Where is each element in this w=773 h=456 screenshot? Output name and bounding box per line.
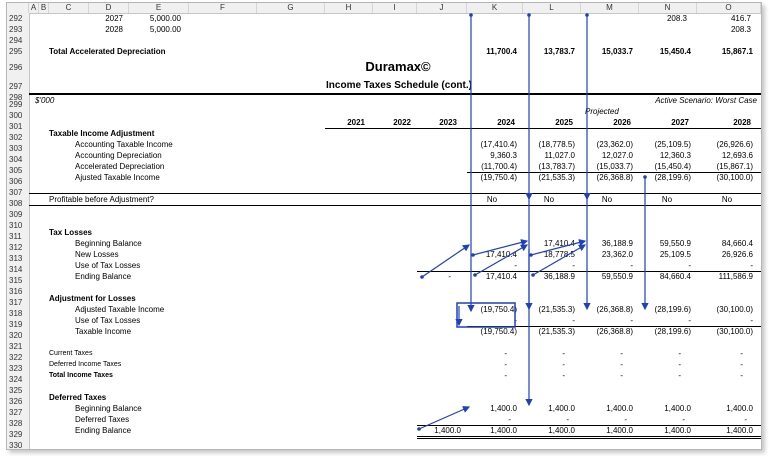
cell-value[interactable]: (21,535.3): [538, 173, 575, 182]
cell-value[interactable]: -: [620, 349, 623, 358]
row-number[interactable]: 322: [9, 353, 23, 362]
row-number[interactable]: 307: [9, 188, 23, 197]
row-number[interactable]: 301: [9, 122, 23, 131]
cell-value[interactable]: 15,867.1: [721, 47, 753, 56]
row-number[interactable]: 319: [9, 320, 23, 329]
cell-value[interactable]: -: [740, 371, 743, 380]
row-number[interactable]: 314: [9, 265, 23, 274]
row-number[interactable]: 303: [9, 144, 23, 153]
cell-value[interactable]: No: [661, 195, 673, 204]
cell-value[interactable]: -: [740, 349, 743, 358]
row-label[interactable]: Use of Tax Losses: [75, 261, 141, 270]
row-label[interactable]: Accelerated Depreciation: [75, 162, 165, 171]
cell-value[interactable]: -: [508, 415, 511, 424]
cell-value[interactable]: (28,199.6): [654, 327, 691, 336]
row-number[interactable]: 300: [9, 111, 23, 120]
cell-value[interactable]: (19,750.4): [480, 173, 517, 182]
cell-value[interactable]: No: [543, 195, 555, 204]
cell-value[interactable]: (26,368.8): [596, 305, 633, 314]
year-header[interactable]: 2026: [613, 118, 631, 127]
col-header-i[interactable]: I: [373, 3, 417, 13]
cell-value[interactable]: 59,550.9: [601, 272, 633, 281]
row-label[interactable]: Deferred Taxes: [75, 415, 130, 424]
col-header-f[interactable]: F: [189, 3, 257, 13]
col-header-l[interactable]: L: [523, 3, 581, 13]
cell-value[interactable]: 17,410.4: [485, 250, 517, 259]
cell-value[interactable]: -: [572, 316, 575, 325]
cell-value[interactable]: -: [630, 316, 633, 325]
cell-value[interactable]: (15,033.7): [596, 162, 633, 171]
cell-value[interactable]: -: [688, 316, 691, 325]
row-label[interactable]: Taxable Income: [75, 327, 132, 336]
cell-value[interactable]: -: [620, 371, 623, 380]
row-number[interactable]: 295: [9, 47, 23, 56]
section-tax-losses[interactable]: Tax Losses: [49, 228, 92, 237]
row-label[interactable]: Ending Balance: [75, 426, 132, 435]
cell-value[interactable]: 1,400.0: [606, 426, 633, 435]
cell-value[interactable]: 15,033.7: [601, 47, 633, 56]
row-number[interactable]: 296: [9, 63, 23, 72]
cell-value[interactable]: (30,100.0): [716, 173, 753, 182]
cell-value[interactable]: (26,368.8): [596, 173, 633, 182]
cell-value[interactable]: (19,750.4): [480, 327, 517, 336]
profitable-bottom-border: [29, 205, 761, 206]
cell-value[interactable]: -: [514, 261, 517, 270]
section-adjustment-for-losses[interactable]: Adjustment for Losses: [49, 294, 136, 303]
cell-value[interactable]: (28,199.6): [654, 173, 691, 182]
cell-value[interactable]: -: [744, 415, 747, 424]
year-header[interactable]: 2025: [555, 118, 573, 127]
row-number[interactable]: 299: [9, 100, 23, 109]
row-number[interactable]: 329: [9, 430, 23, 439]
cell-value[interactable]: -: [448, 272, 451, 281]
col-header-a[interactable]: A: [29, 3, 39, 13]
year-header[interactable]: 2027: [671, 118, 689, 127]
cell-value[interactable]: 11,027.0: [544, 151, 575, 160]
col-header-e[interactable]: E: [129, 3, 189, 13]
cell-value[interactable]: -: [514, 316, 517, 325]
profitable-label[interactable]: Profitable before Adjustment?: [49, 195, 154, 204]
col-header-b[interactable]: B: [39, 3, 49, 13]
row-label[interactable]: Beginning Balance: [75, 239, 142, 248]
cell-value[interactable]: (30,100.0): [716, 305, 753, 314]
cell-value[interactable]: (13,783.7): [538, 162, 575, 171]
row-number[interactable]: 324: [9, 375, 23, 384]
cell-value[interactable]: 12,027.0: [601, 151, 633, 160]
cell-value[interactable]: -: [624, 415, 627, 424]
cell-value[interactable]: (21,535.3): [538, 327, 575, 336]
cell-value[interactable]: (28,199.6): [654, 305, 691, 314]
col-header-j[interactable]: J: [417, 3, 467, 13]
year-header[interactable]: 2021: [347, 118, 365, 127]
cell-amount[interactable]: 5,000.00: [149, 25, 181, 34]
row-number[interactable]: 305: [9, 166, 23, 175]
row-number[interactable]: 328: [9, 419, 23, 428]
col-header-k[interactable]: K: [467, 3, 523, 13]
units-label[interactable]: $'000: [35, 96, 55, 105]
cell-value[interactable]: 9,360.3: [490, 151, 517, 160]
cell-value[interactable]: -: [678, 349, 681, 358]
row-number[interactable]: 298: [9, 93, 23, 102]
cell-value[interactable]: -: [572, 261, 575, 270]
cell-value[interactable]: (21,535.3): [538, 305, 575, 314]
col-header-g[interactable]: G: [257, 3, 325, 13]
cell-value[interactable]: 17,410.4: [543, 239, 575, 248]
cell-value[interactable]: -: [678, 371, 681, 380]
row-number[interactable]: 321: [9, 342, 23, 351]
spreadsheet: [6, 2, 762, 450]
cell-value[interactable]: -: [504, 371, 507, 380]
page-title: Duramax©: [365, 59, 431, 74]
cell-value[interactable]: 36,188.9: [543, 272, 575, 281]
select-all-corner[interactable]: [7, 3, 29, 13]
cell-value[interactable]: -: [562, 371, 565, 380]
cell-value[interactable]: 416.7: [730, 14, 751, 23]
row-number[interactable]: 327: [9, 408, 23, 417]
cell-amount[interactable]: 5,000.00: [149, 14, 181, 23]
row-label[interactable]: Ending Balance: [75, 272, 132, 281]
cell-value[interactable]: No: [601, 195, 613, 204]
cell-value[interactable]: 208.3: [730, 25, 751, 34]
row-number[interactable]: 297: [9, 82, 23, 91]
cell-value[interactable]: 59,550.9: [659, 239, 691, 248]
row-label[interactable]: New Losses: [75, 250, 119, 259]
cell-value[interactable]: 1,400.0: [434, 426, 461, 435]
row-number[interactable]: 311: [9, 232, 22, 241]
cell-value[interactable]: (26,926.6): [716, 140, 753, 149]
col-header-h[interactable]: H: [325, 3, 373, 13]
cell-value[interactable]: 1,400.0: [726, 426, 753, 435]
cell-value[interactable]: (26,368.8): [596, 327, 633, 336]
cell-value[interactable]: 111,586.9: [718, 272, 753, 281]
row-number[interactable]: 294: [9, 36, 23, 45]
cell-value[interactable]: (18,778.5): [538, 140, 575, 149]
cell-value[interactable]: 25,109.5: [659, 250, 691, 259]
row-number[interactable]: 312: [9, 243, 23, 252]
row-number[interactable]: 320: [9, 331, 23, 340]
col-header-c[interactable]: C: [49, 3, 89, 13]
row-label[interactable]: Beginning Balance: [75, 404, 142, 413]
row-number[interactable]: 330: [9, 441, 23, 450]
row-number[interactable]: 293: [9, 25, 23, 34]
cell-value[interactable]: 1,400.0: [548, 404, 575, 413]
cell-value[interactable]: 11,700.4: [486, 47, 517, 56]
cell-value[interactable]: (11,700.4): [481, 162, 517, 171]
row-number[interactable]: 310: [9, 221, 23, 230]
year-header[interactable]: 2028: [733, 118, 751, 127]
cell-value[interactable]: (15,450.4): [654, 162, 691, 171]
cell-value[interactable]: 1,400.0: [606, 404, 633, 413]
cell-value[interactable]: -: [566, 415, 569, 424]
row-number[interactable]: 323: [9, 364, 23, 373]
cell-year[interactable]: 2027: [105, 14, 123, 23]
row-number[interactable]: 318: [9, 309, 23, 318]
cell-value[interactable]: 1,400.0: [490, 404, 517, 413]
cell-value[interactable]: -: [504, 349, 507, 358]
row-number[interactable]: 309: [9, 210, 23, 219]
cell-value[interactable]: 26,926.6: [721, 250, 753, 259]
total-accel-label[interactable]: Total Accelerated Depreciation: [49, 47, 166, 56]
row-number[interactable]: 326: [9, 397, 23, 406]
row-label[interactable]: Ajusted Taxable Income: [75, 173, 160, 182]
row-label[interactable]: Accounting Depreciation: [75, 151, 162, 160]
year-header[interactable]: 2022: [393, 118, 411, 127]
cell-value[interactable]: (17,410.4): [480, 140, 517, 149]
col-header-d[interactable]: D: [89, 3, 129, 13]
row-number[interactable]: 304: [9, 155, 23, 164]
cell-value[interactable]: 12,360.3: [659, 151, 691, 160]
cell-value[interactable]: 84,660.4: [721, 239, 753, 248]
col-header-o[interactable]: O: [697, 3, 761, 13]
cell-value[interactable]: -: [740, 360, 743, 369]
row-number[interactable]: 306: [9, 177, 23, 186]
year-header[interactable]: 2023: [439, 118, 457, 127]
cell-value[interactable]: 1,400.0: [548, 426, 575, 435]
cell-value[interactable]: 13,783.7: [543, 47, 575, 56]
row-label[interactable]: Current Taxes: [49, 350, 93, 357]
cell-value[interactable]: -: [504, 360, 507, 369]
cell-value[interactable]: -: [514, 239, 517, 248]
projected-label[interactable]: Projected: [585, 107, 619, 116]
cell-value[interactable]: 18,778.5: [543, 250, 575, 259]
section-deferred-taxes[interactable]: Deferred Taxes: [49, 393, 107, 402]
row-label[interactable]: Accounting Taxable Income: [75, 140, 173, 149]
cell-value[interactable]: (23,362.0): [596, 140, 633, 149]
cell-value[interactable]: -: [682, 415, 685, 424]
cell-value[interactable]: (19,750.4): [480, 305, 517, 314]
col-header-n[interactable]: N: [639, 3, 697, 13]
row-number[interactable]: 316: [9, 287, 23, 296]
row-header-strip: [7, 13, 30, 449]
double-underline: [417, 436, 761, 439]
row-number[interactable]: 292: [9, 14, 23, 23]
cell-value[interactable]: -: [562, 360, 565, 369]
year-underline: [325, 128, 761, 129]
cell-value[interactable]: (25,109.5): [654, 140, 691, 149]
cell-year[interactable]: 2028: [105, 25, 123, 34]
cell-value[interactable]: -: [750, 261, 753, 270]
year-header[interactable]: 2024: [497, 118, 515, 127]
cell-value[interactable]: 1,400.0: [490, 426, 517, 435]
col-header-m[interactable]: M: [581, 3, 639, 13]
row-label[interactable]: Total Income Taxes: [49, 372, 113, 379]
scenario-label[interactable]: Active Scenario: Worst Case: [655, 96, 757, 105]
row-label[interactable]: Use of Tax Losses: [75, 316, 141, 325]
row-number[interactable]: 313: [9, 254, 23, 263]
cell-value[interactable]: 1,400.0: [726, 404, 753, 413]
cell-value[interactable]: 17,410.4: [485, 272, 517, 281]
cell-value[interactable]: 23,362.0: [601, 250, 633, 259]
cell-value[interactable]: (15,867.1): [716, 162, 753, 171]
row-label[interactable]: Adjusted Taxable Income: [75, 305, 165, 314]
cell-value[interactable]: No: [486, 195, 498, 204]
cell-value[interactable]: -: [630, 261, 633, 270]
cell-value[interactable]: -: [562, 349, 565, 358]
page-subtitle: Income Taxes Schedule (cont.): [326, 80, 472, 91]
row-number[interactable]: 308: [9, 199, 23, 208]
row-number[interactable]: 325: [9, 386, 23, 395]
cell-value[interactable]: 208.3: [666, 14, 687, 23]
section-taxable-income-adjustment[interactable]: Taxable Income Adjustment: [49, 129, 155, 138]
row-number[interactable]: 302: [9, 133, 23, 142]
row-label[interactable]: Deferred Income Taxes: [49, 361, 122, 368]
cell-value[interactable]: -: [620, 360, 623, 369]
cell-value[interactable]: -: [750, 316, 753, 325]
cell-value[interactable]: (30,100.0): [716, 327, 753, 336]
cell-value[interactable]: 15,450.4: [659, 47, 691, 56]
row-number[interactable]: 315: [9, 276, 23, 285]
cell-value[interactable]: 36,188.9: [601, 239, 633, 248]
cell-value[interactable]: 84,660.4: [659, 272, 691, 281]
cell-value[interactable]: No: [721, 195, 733, 204]
cell-value[interactable]: 12,693.6: [721, 151, 753, 160]
row-number[interactable]: 317: [9, 298, 23, 307]
cell-value[interactable]: 1,400.0: [664, 404, 691, 413]
cell-value[interactable]: -: [688, 261, 691, 270]
cell-value[interactable]: 1,400.0: [664, 426, 691, 435]
cell-value[interactable]: -: [678, 360, 681, 369]
